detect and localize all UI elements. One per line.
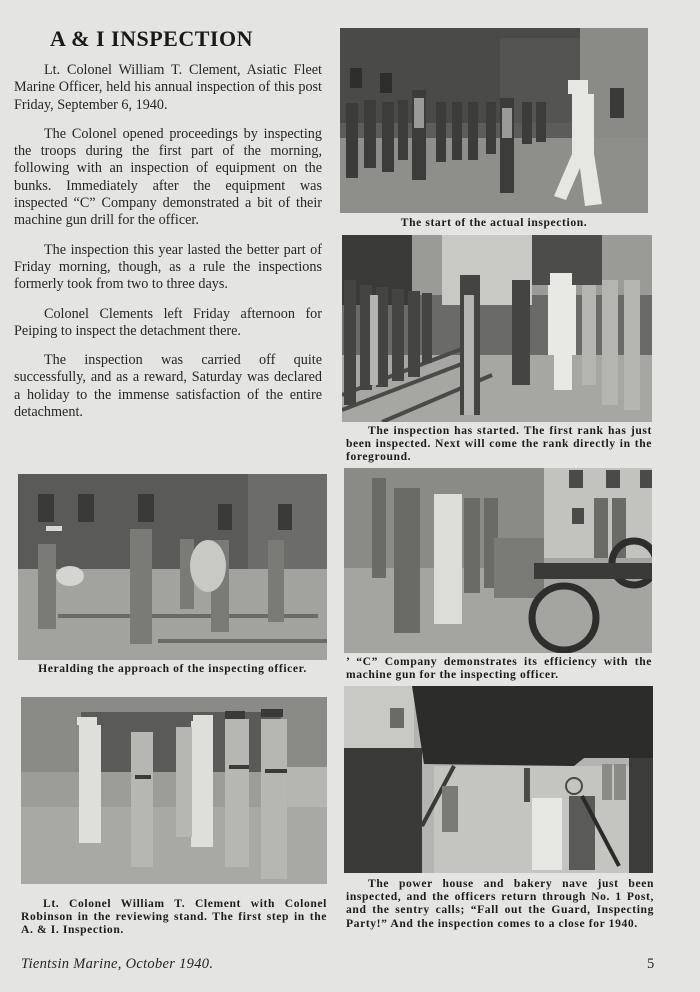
- photo-caption: ’ “C” Company demonstrates its efficiency with the machine gun for the inspecting officer.: [346, 655, 652, 682]
- photo-inspection-ranks: [342, 235, 652, 422]
- article-paragraph: The Colonel opened proceedings by inspecting the troops during the first part of the morning, following with an inspection of equipment on the bunks. Immediately after the equipment was inspected “C” Company demonstrated a bit of their machine gun drill for the officer.: [14, 125, 322, 229]
- article-body: [14, 62, 322, 433]
- photo-caption: The power house and bakery nave just been inspected, and the officers return through No. 1 Post, and the sentry calls; “Fall out the Guard, Inspecting Party!” And the inspection comes to a close for 1940.: [346, 877, 654, 930]
- photo-machine-gun-demo: [344, 468, 652, 653]
- article-paragraph: Colonel Clements left Friday afternoon for Peiping to inspect the detachment there.: [14, 305, 322, 339]
- page-number: 5: [647, 956, 655, 972]
- photo-caption: The start of the actual inspection.: [400, 216, 588, 229]
- photo-buglers: [18, 474, 327, 660]
- publication-footer: Tientsin Marine, October 1940.: [21, 956, 214, 972]
- photo-caption: Lt. Colonel William T. Clement with Colonel Robinson in the reviewing stand. The first step in the A. & I. Inspection.: [21, 897, 327, 937]
- photo-reviewing-stand: [21, 697, 327, 884]
- photo-inspection-start: [340, 28, 648, 213]
- article-paragraph: The inspection this year lasted the better part of Friday morning, though, as a rule the inspections formerly took from two to three days.: [14, 241, 322, 293]
- photo-caption: The inspection has started. The first rank has just been inspected. Next will come the rank directly in the foreground.: [346, 424, 652, 464]
- photo-power-house-sentry: [344, 686, 653, 873]
- article-paragraph: Lt. Colonel William T. Clement, Asiatic Fleet Marine Officer, held his annual inspection of this post Friday, September 6, 1940.: [14, 62, 322, 113]
- article-title: A & I INSPECTION: [50, 26, 253, 51]
- article-paragraph: The inspection was carried off quite successfully, and as a reward, Saturday was declared a holiday to the immense satisfaction of the entire detachment.: [14, 352, 322, 421]
- photo-caption: Heralding the approach of the inspecting officer.: [38, 662, 307, 675]
